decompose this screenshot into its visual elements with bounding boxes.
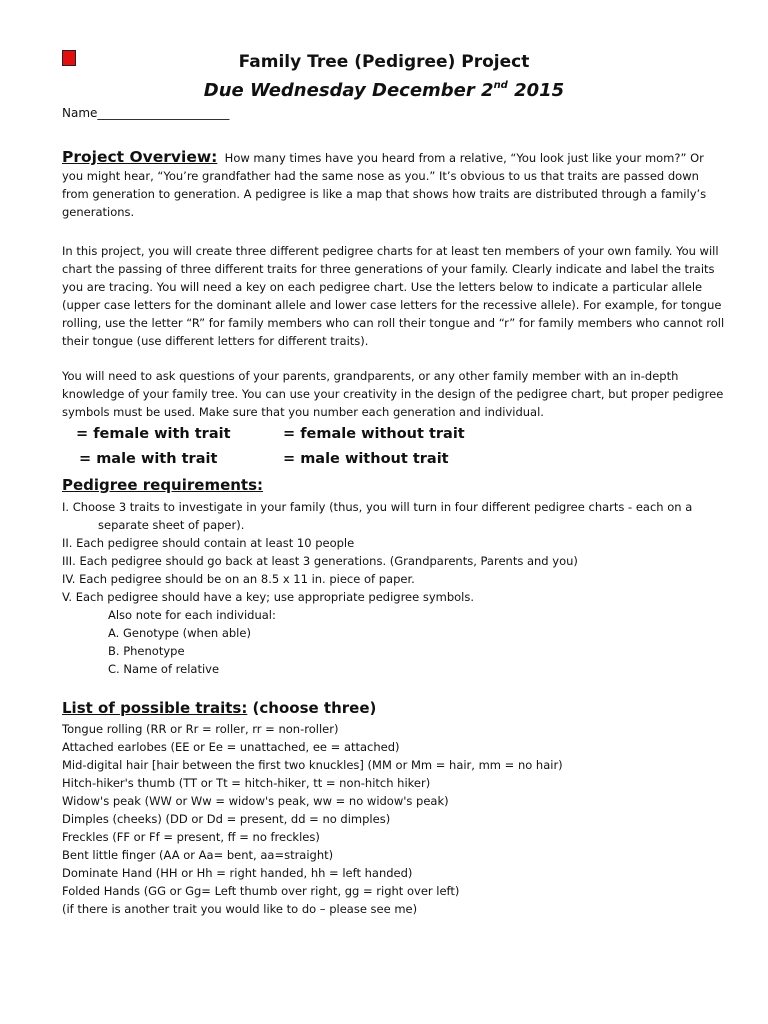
name-field-line: Name______________________: [62, 106, 230, 120]
traits-heading: [62, 699, 376, 717]
trait-item: Widow's peak (WW or Ww = widow's peak, ww = no widow's peak): [62, 794, 449, 808]
traits-heading-suffix: (choose three): [247, 699, 377, 717]
traits-heading-main: List of possible traits:: [62, 699, 248, 717]
requirement-item: III. Each pedigree should go back at least 3 generations. (Grandparents, Parents and you): [62, 554, 578, 568]
requirement-item: B. Phenotype: [108, 644, 185, 658]
male-without-trait-label: = male without trait: [283, 451, 449, 467]
due-date: [0, 80, 768, 101]
requirement-item: IV. Each pedigree should be on an 8.5 x 11 in. piece of paper.: [62, 572, 415, 586]
symbol-male-with-trait: [79, 451, 217, 467]
trait-item: Attached earlobes (EE or Ee = unattached, ee = attached): [62, 740, 400, 754]
overview-text-1: How many times have you heard from a relative, “You look just like your mom?” Or you might hear, “You’re grandfather had the same nose as you.” It’s obvious to us that traits are passed down from generation to generation. A pedigree is like a map that shows how traits are distributed through a family’s generations.: [62, 151, 707, 219]
overview-paragraph-3: You will need to ask questions of your parents, grandparents, or any other family member with an in-depth knowledge of your family tree. You can use your creativity in the design of the pedigree chart, but proper pedigree symbols must be used. Make sure that you number each generation and individual.: [62, 369, 724, 419]
symbol-female-with-trait: [76, 426, 231, 442]
trait-item: Folded Hands (GG or Gg= Left thumb over right, gg = right over left): [62, 884, 460, 898]
female-with-trait-label: = female with trait: [76, 426, 231, 442]
trait-item: Freckles (FF or Ff = present, ff = no freckles): [62, 830, 320, 844]
trait-item: Dominate Hand (HH or Hh = right handed, hh = left handed): [62, 866, 413, 880]
requirement-item: II. Each pedigree should contain at least 10 people: [62, 536, 355, 550]
overview-paragraph-2: In this project, you will create three different pedigree charts for at least ten members of your own family. You will chart the passing of three different traits for three generations of your family. Clearly indicate and label the traits you are tracing. You will need a key on each pedigree chart. Use the letters below to indicate a particular allele (upper case letters for the dominant allele and lower case letters for the recessive allele). For example, for tongue rolling, use the letter “R” for family members who can roll their tongue and “r” for family members who cannot roll their tongue (use different letters for different traits).: [62, 244, 725, 348]
due-date-year: 2015: [507, 80, 565, 101]
requirement-item: A. Genotype (when able): [108, 626, 251, 640]
due-date-suffix: nd: [493, 80, 508, 91]
requirement-item: Also note for each individual:: [108, 608, 276, 622]
symbol-male-without-trait: [283, 451, 449, 467]
requirements-heading: Pedigree requirements:: [62, 476, 264, 494]
male-with-trait-label: = male with trait: [79, 451, 218, 467]
trait-item: Tongue rolling (RR or Rr = roller, rr = non-roller): [62, 722, 339, 736]
traits-list: [62, 720, 563, 918]
due-date-text: Due Wednesday December 2: [203, 80, 494, 101]
requirement-item: C. Name of relative: [108, 662, 220, 676]
requirement-item: I. Choose 3 traits to investigate in your family (thus, you will turn in four different pedigree charts - each on a: [62, 500, 693, 514]
trait-item: (if there is another trait you would like to do – please see me): [62, 902, 418, 916]
female-without-trait-label: = female without trait: [283, 426, 465, 442]
trait-item: Mid-digital hair [hair between the first two knuckles] (MM or Mm = hair, mm = no hair): [62, 758, 563, 772]
overview-paragraph-1: [62, 149, 726, 222]
symbol-female-without-trait: [283, 426, 465, 442]
page-title: Family Tree (Pedigree) Project: [238, 52, 530, 72]
trait-item: Dimples (cheeks) (DD or Dd = present, dd = no dimples): [62, 812, 391, 826]
requirement-item: V. Each pedigree should have a key; use appropriate pedigree symbols.: [62, 590, 475, 604]
overview-heading: Project Overview:: [62, 148, 218, 166]
trait-item: Hitch-hiker's thumb (TT or Tt = hitch-hiker, tt = non-hitch hiker): [62, 776, 431, 790]
requirements-list: [62, 498, 692, 678]
trait-item: Bent little finger (AA or Aa= bent, aa=straight): [62, 848, 334, 862]
requirement-item: separate sheet of paper).: [98, 518, 245, 532]
